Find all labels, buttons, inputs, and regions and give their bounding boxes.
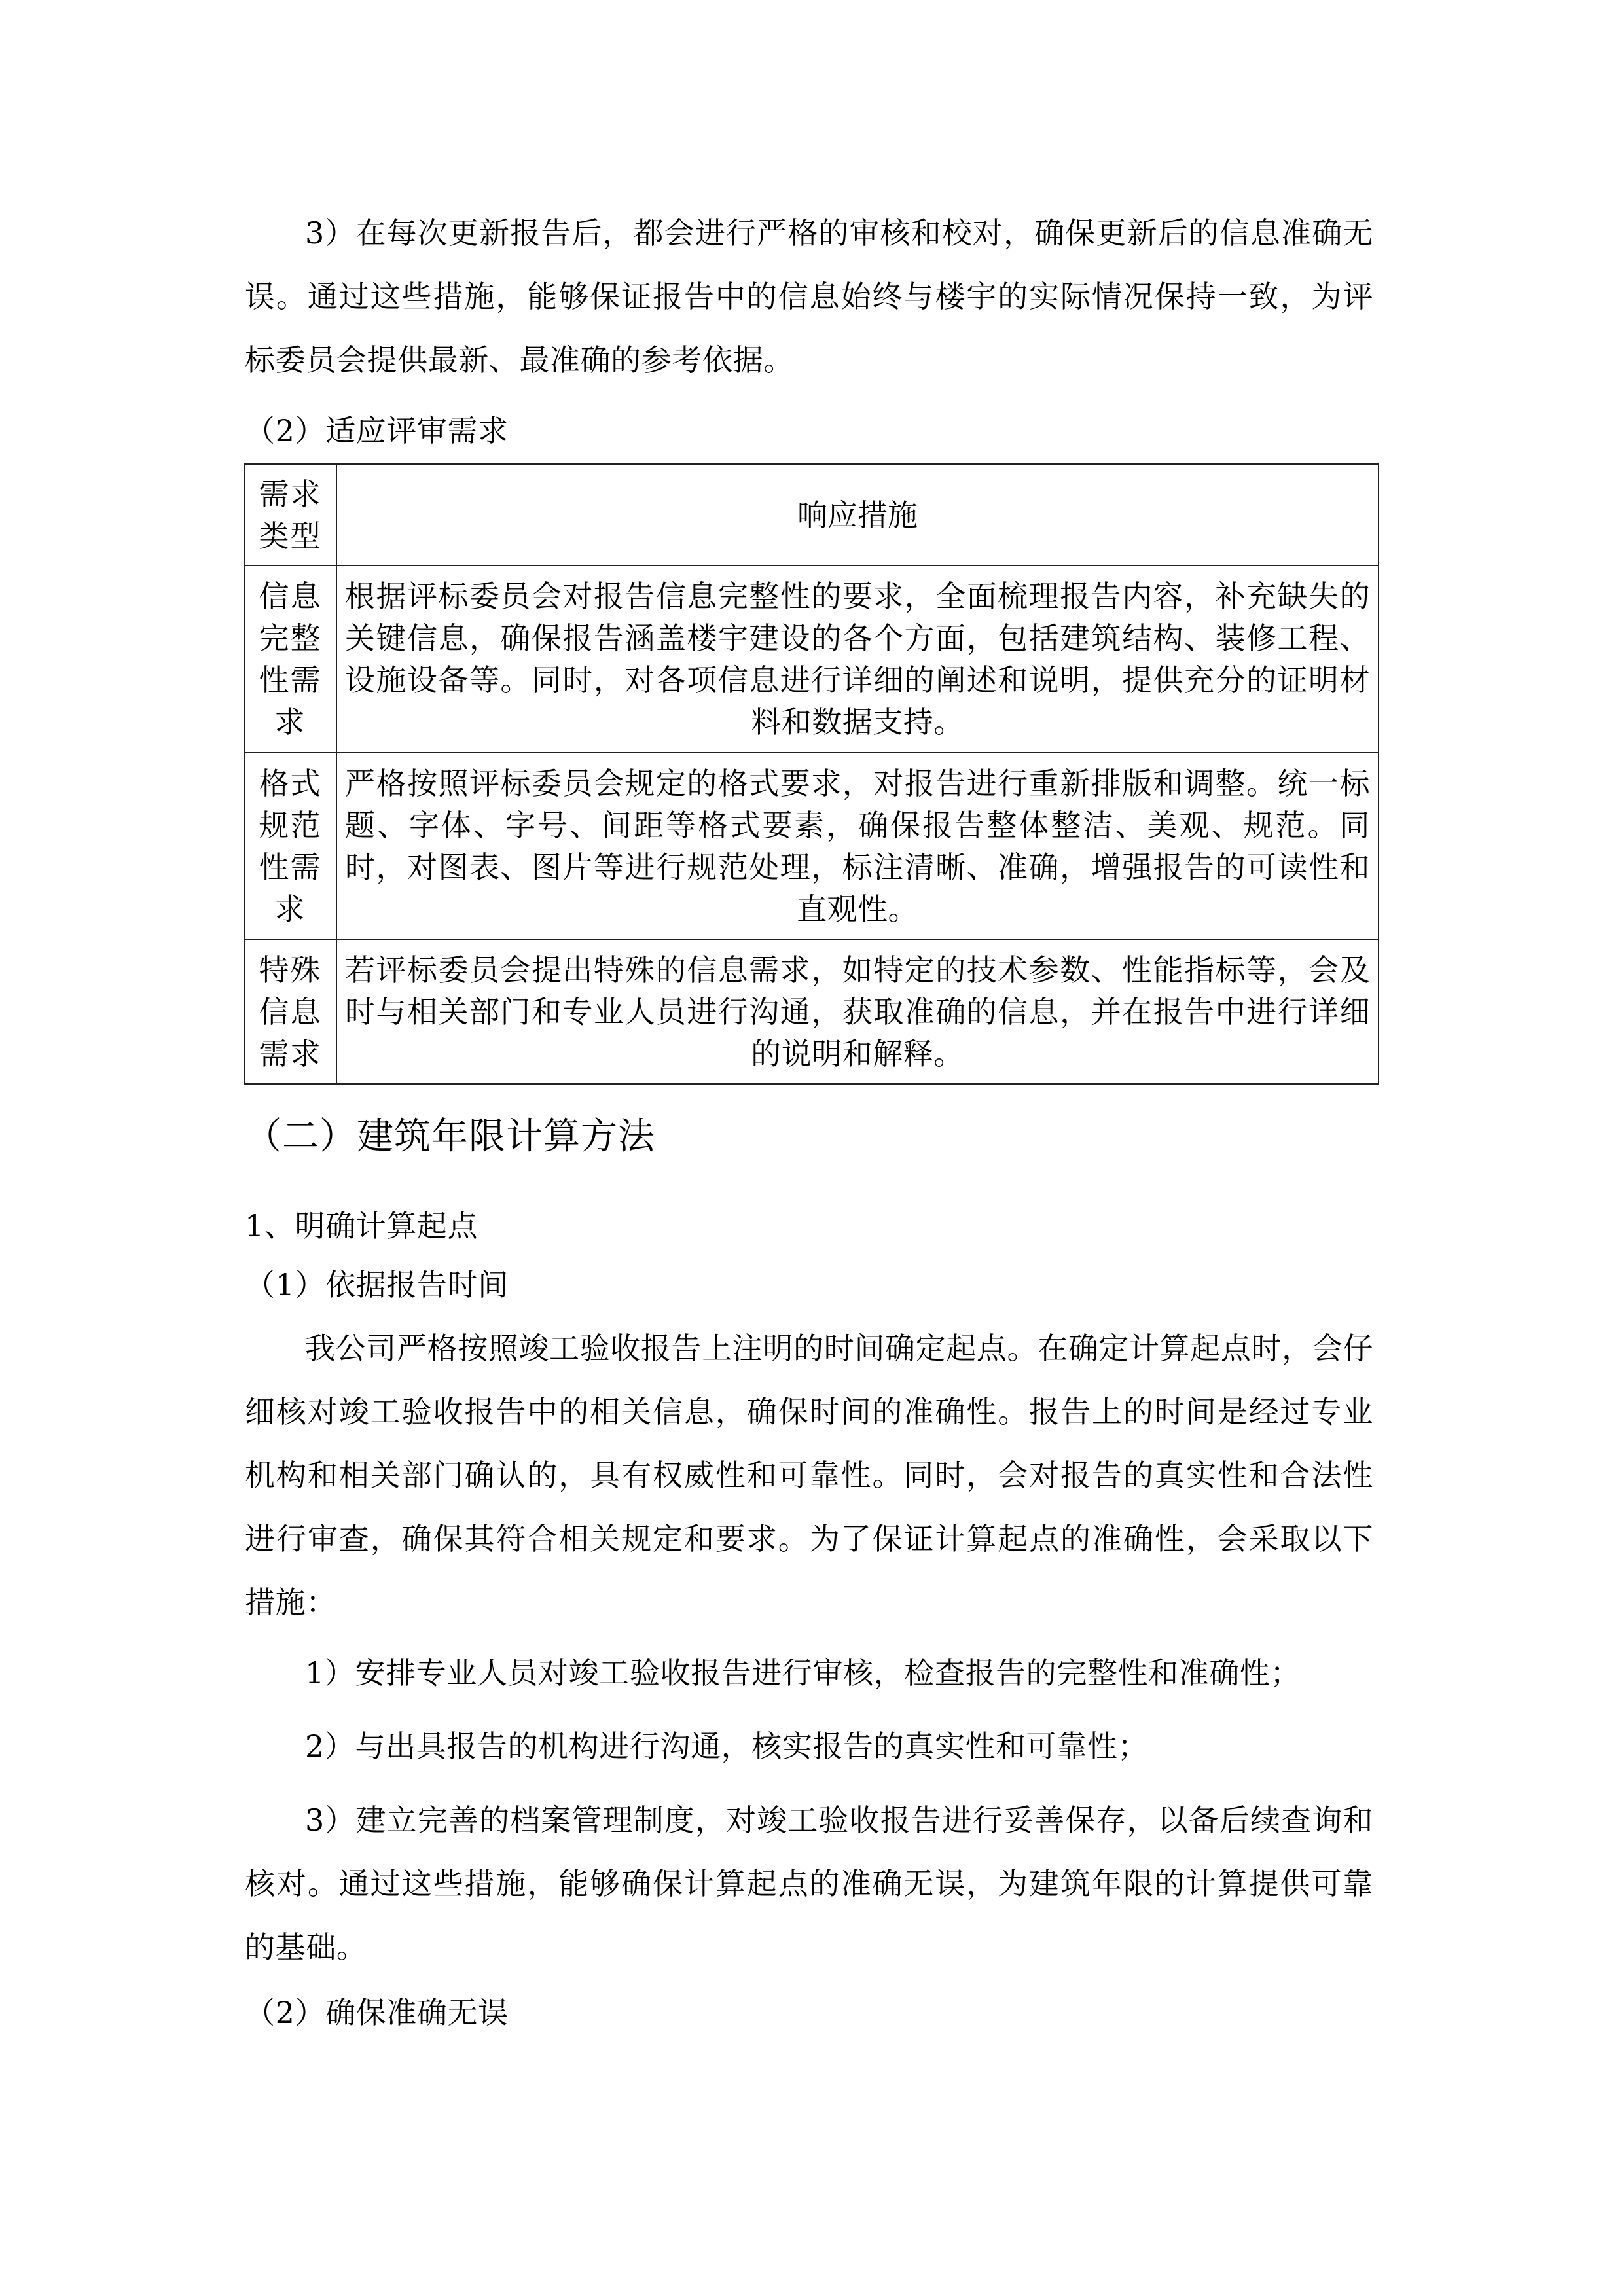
measure-item-2: 2）与出具报告的机构进行沟通，核实报告的真实性和可靠性； [305,1729,1149,1764]
cell-requirement-type: 信息完整性需求 [244,565,336,753]
cell-requirement-type: 格式规范性需求 [244,753,336,939]
paragraph-report-basis: 我公司严格按照竣工验收报告上注明的时间确定起点。在确定计算起点时，会仔细核对竣工验收报告中的相关信息，确保时间的准确性。报告上的时间是经过专业机构和相关部门确认的，具有权威性和可靠性。同时，会对报告的真实性和合法性进行审查，确保其符合相关规定和要求。为了保证计算起点的准确性，会采取以下措施： [245,1331,1373,1620]
requirements-table [244,463,1379,1085]
item-heading-calc-start: 1、明确计算起点 [245,1208,478,1244]
subheading-adapt-review-needs: （2）适应评审需求 [245,413,509,448]
cell-response-measure: 根据评标委员会对报告信息完整性的要求，全面梳理报告内容，补充缺失的关键信息，确保报告涵盖楼宇建设的各个方面，包括建筑结构、装修工程、设施设备等。同时，对各项信息进行详细的阐述和说明，提供充分的证明材料和数据支持。 [336,565,1379,753]
section-heading-building-age-method: （二）建筑年限计算方法 [245,1115,655,1158]
header-requirement-type: 需求类型 [244,464,336,565]
cell-response-measure: 严格按照评标委员会规定的格式要求，对报告进行重新排版和调整。统一标题、字体、字号、间距等格式要素，确保报告整体整洁、美观、规范。同时，对图表、图片等进行规范处理，标注清晰、准确，增强报告的可读性和直观性。 [336,753,1379,939]
cell-response-measure: 若评标委员会提出特殊的信息需求，如特定的技术参数、性能指标等，会及时与相关部门和专业人员进行沟通，获取准确的信息，并在报告中进行详细的说明和解释。 [336,939,1379,1084]
table-row [244,753,1379,939]
header-response-measures: 响应措施 [336,464,1379,565]
table-row [244,939,1379,1084]
table-row [244,565,1379,753]
paragraph-update-review: 3）在每次更新报告后，都会进行严格的审核和校对，确保更新后的信息准确无误。通过这些措施，能够保证报告中的信息始终与楼宇的实际情况保持一致，为评标委员会提供最新、最准确的参考依据。 [245,215,1373,378]
measure-item-3: 3）建立完善的档案管理制度，对竣工验收报告进行妥善保存，以备后续查询和核对。通过这些措施，能够确保计算起点的准确无误，为建筑年限的计算提供可靠的基础。 [245,1803,1373,1965]
measure-item-1: 1）安排专业人员对竣工验收报告进行审核，检查报告的完整性和准确性； [305,1655,1301,1691]
subheading-ensure-accuracy: （2）确保准确无误 [245,1995,509,2030]
subheading-report-time: （1）依据报告时间 [245,1267,509,1302]
table-header-row [244,464,1379,565]
cell-requirement-type: 特殊信息需求 [244,939,336,1084]
